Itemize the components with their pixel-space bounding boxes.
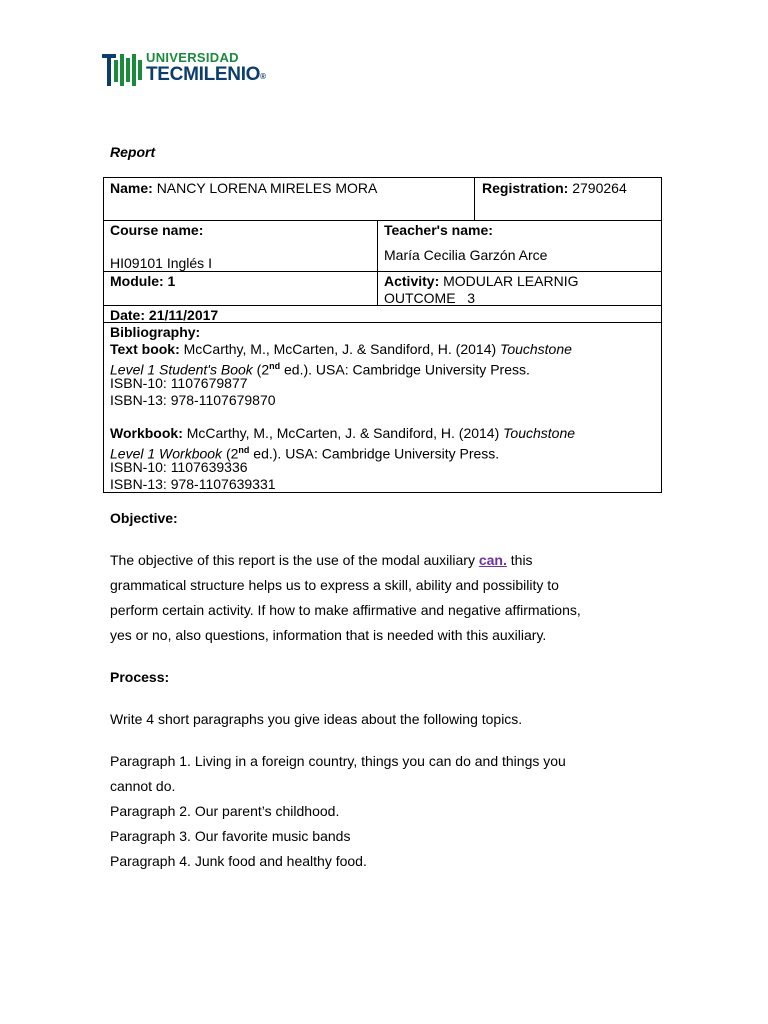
objective-line3: perform certain activity. If how to make affirmative and negative affirmations,	[110, 602, 581, 618]
paragraph-1-line1: Paragraph 1. Living in a foreign country, things you can do and things you	[110, 753, 566, 769]
activity-cell: Activity: MODULAR LEARNIG	[384, 273, 579, 289]
info-table	[103, 177, 662, 493]
textbook-line2: Level 1 Student's Book (2nd ed.). USA: Cambridge University Press.	[110, 361, 530, 378]
teacher-label: Teacher's name:	[384, 222, 493, 238]
university-logo	[100, 44, 300, 90]
workbook-line2: Level 1 Workbook (2nd ed.). USA: Cambridge University Press.	[110, 445, 500, 462]
objective-line4: yes or no, also questions, information that is needed with this auxiliary.	[110, 627, 547, 643]
logo-mark-icon	[100, 46, 144, 90]
objective-line2: grammatical structure helps us to express a skill, ability and possibility to	[110, 577, 559, 593]
course-value: HI09101 Inglés I	[110, 255, 212, 271]
bibliography-label: Bibliography:	[110, 324, 201, 340]
name-cell: Name: NANCY LORENA MIRELES MORA	[110, 180, 378, 196]
paragraph-4: Paragraph 4. Junk food and healthy food.	[110, 853, 367, 869]
logo-line2: TECMILENIO®	[146, 64, 266, 85]
paragraph-1-line2: cannot do.	[110, 778, 176, 794]
objective-heading: Objective:	[110, 510, 178, 526]
paragraph-3: Paragraph 3. Our favorite music bands	[110, 828, 351, 844]
objective-paragraph	[110, 548, 650, 648]
activity-cell-line2: OUTCOME 3	[384, 290, 476, 306]
teacher-value: María Cecilia Garzón Arce	[384, 247, 548, 263]
workbook-isbn13: ISBN-13: 978-1107639331	[110, 476, 276, 492]
report-title: Report	[110, 144, 156, 160]
registration-cell: Registration: 2790264	[482, 180, 627, 196]
course-label: Course name:	[110, 222, 204, 238]
objective-line1: The objective of this report is the use of the modal auxiliary can. this	[110, 552, 533, 568]
textbook-line1: Text book: McCarthy, M., McCarten, J. & Sandiford, H. (2014) Touchstone	[110, 341, 572, 357]
can-link[interactable]: can.	[478, 552, 507, 568]
textbook-isbn10: ISBN-10: 1107679877	[110, 375, 248, 391]
paragraph-2: Paragraph 2. Our parent’s childhood.	[110, 803, 340, 819]
logo-line1: UNIVERSIDAD	[146, 50, 239, 65]
process-list	[110, 749, 650, 874]
workbook-isbn10: ISBN-10: 1107639336	[110, 459, 248, 475]
process-intro: Write 4 short paragraphs you give ideas about the following topics.	[110, 711, 523, 727]
workbook-line1: Workbook: McCarthy, M., McCarten, J. & Sandiford, H. (2014) Touchstone	[110, 425, 576, 441]
textbook-isbn13: ISBN-13: 978-1107679870	[110, 392, 276, 408]
module-cell: Module: 1	[110, 273, 176, 289]
date-cell: Date: 21/11/2017	[110, 307, 219, 323]
process-heading: Process:	[110, 669, 170, 685]
